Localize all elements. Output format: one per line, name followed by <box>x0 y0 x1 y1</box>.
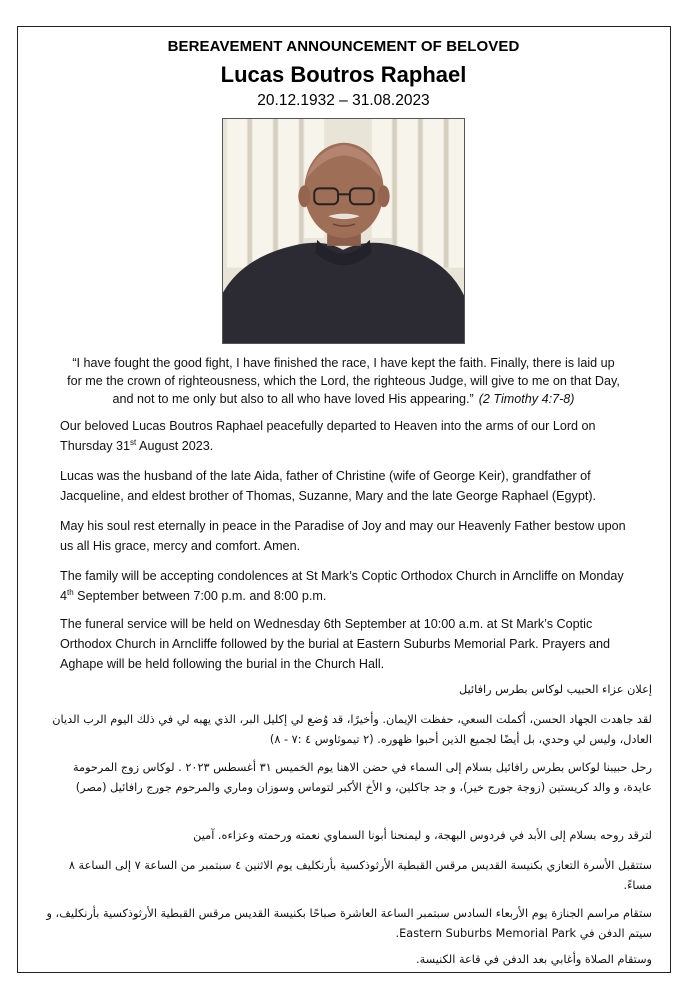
english-paragraph-condolences <box>60 566 640 606</box>
deceased-name: Lucas Boutros Raphael <box>220 62 467 87</box>
quote-line-2: for me the crown of righteousness, which the Lord, the righteous Judge, will give to me on that Day, <box>67 374 620 388</box>
quote-line-1: “I have fought the good fight, I have finished the race, I have kept the faith. Finally, there is laid up <box>72 356 615 370</box>
announcement-heading: BEREAVEMENT ANNOUNCEMENT OF BELOVED <box>167 38 520 55</box>
arabic-quote: لقد جاهدت الجهاد الحسن، أكملت السعي، حفظت الإيمان. وأخيرًا، قد وُضع لي إكليل البر، الذي يهبه لي في ذلك اليوم الرب الديان العادل، وليس لي وحدي، بل أيضًا لجميع الذين أحبوا ظهوره. (٢ تيموثاوس ٤ :٧ - ٨) <box>52 713 652 746</box>
portrait-illustration <box>223 119 464 343</box>
arabic-paragraph-aghape: وستقام الصلاة وأغابي بعد الدفن في قاعة الكنيسة. <box>415 953 652 966</box>
quote-reference: (2 Timothy 4:7-8) <box>478 392 575 406</box>
ordinal-suffix: th <box>67 587 74 597</box>
arabic-paragraph-prayer: لترقد روحه بسلام إلى الأبد في فردوس البهجة، و ليمنحنا أبونا السماوي نعمته ورحمته وعزاءه. آمين <box>193 829 652 842</box>
english-paragraph-family: Lucas was the husband of the late Aida, father of Christine (wife of George Keir), grandfather of Jacqueline, and eldest brother of Thomas, Suzanne, Mary and the late George Raphael (Egypt). <box>60 469 597 503</box>
arabic-title: إعلان عزاء الحبيب لوكاس بطرس رافائيل <box>459 683 652 696</box>
condolences-text: The family will be accepting condolences at St Mark’s Coptic Orthodox Church in Arncliffe on Monday 4 <box>60 569 624 603</box>
quote-line-3-text: and not to me only but also to all who have loved His appearing.” <box>112 392 474 406</box>
arabic-paragraph-departure: رحل حبيبنا لوكاس بطرس رافائيل بسلام إلى السماء في حضن الاهنا يوم الخميس ٣١ أغسطس ٢٠٢٣ . لوكاس زوج المرحومة عايدة، و والد كريستين (زوجة جورج خير)، و جد جاكلين، و الأخ الأكبر لتوماس وسوزان وماري والمرحوم جورج رافائيل (مصر) <box>72 761 652 794</box>
arabic-funeral-text: ستقام مراسم الجنازة يوم الأربعاء السادس سبتمبر الساعة العاشرة صباحًا بكنيسة القديس مرقس القبطية الأرثوذكسية بأرنكليف، و سيتم الدفن في <box>46 907 652 940</box>
departure-text: Our beloved Lucas Boutros Raphael peacefully departed to Heaven into the arms of our Lord on Thursday 31 <box>60 419 596 453</box>
arabic-paragraph-condolences: ستتقبل الأسرة التعازي بكنيسة القديس مرقس القبطية الأرثوذكسية بأرنكليف يوم الاثنين ٤ سبتمبر من الساعة ٧ إلى الساعة ٨ مساءً. <box>68 859 652 892</box>
arabic-funeral-text-end: . <box>395 927 400 940</box>
scripture-quote <box>30 354 657 408</box>
life-dates: 20.12.1932 – 31.08.2023 <box>257 92 430 109</box>
english-paragraph-funeral: The funeral service will be held on Wednesday 6th September at 10:00 a.m. at St Mark’s Coptic Orthodox Church in Arncliffe followed by the burial at Eastern Suburbs Memorial Park. Prayers and Aghape will be held following the burial in the Church Hall. <box>60 617 610 671</box>
memorial-park-name: Eastern Suburbs Memorial Park <box>399 927 577 940</box>
arabic-paragraph-funeral <box>42 904 652 944</box>
condolences-text-end: September between 7:00 p.m. and 8:00 p.m. <box>73 589 327 603</box>
quote-line-3 <box>30 390 657 408</box>
portrait-photo <box>222 118 465 344</box>
departure-text-end: August 2023. <box>136 439 214 453</box>
ordinal-suffix: st <box>130 437 137 447</box>
english-paragraph-departure <box>60 416 640 456</box>
english-paragraph-prayer: May his soul rest eternally in peace in the Paradise of Joy and may our Heavenly Father bestow upon us all His grace, mercy and comfort. Amen. <box>60 519 626 553</box>
